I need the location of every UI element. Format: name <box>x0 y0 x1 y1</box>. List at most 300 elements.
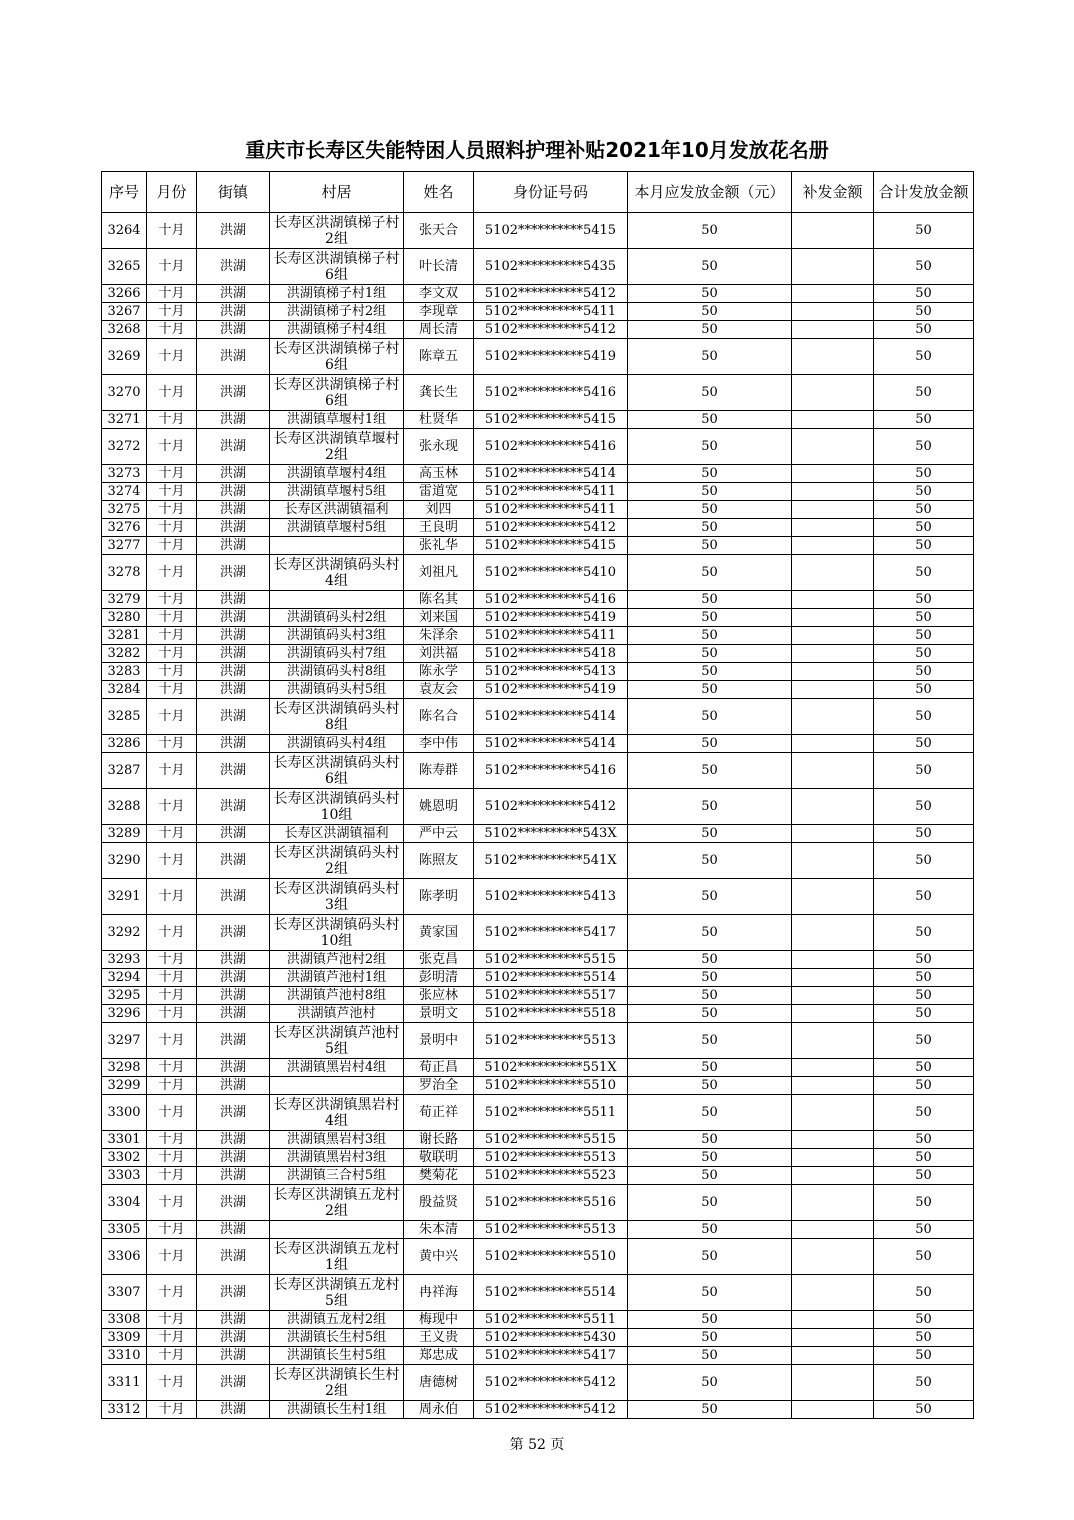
cell-amount: 50 <box>628 969 792 987</box>
village-text: 长寿区洪湖镇码头村2组 <box>273 844 400 877</box>
table-row <box>102 339 974 375</box>
table-row <box>102 1077 974 1095</box>
cell-village: 洪湖镇长生村1组 <box>270 1401 404 1419</box>
cell-supplement <box>792 285 874 303</box>
cell-total: 50 <box>874 1347 974 1365</box>
cell-no: 3272 <box>102 429 147 465</box>
cell-town: 洪湖 <box>197 285 270 303</box>
cell-month: 十月 <box>147 951 197 969</box>
cell-village: 洪湖镇梯子村4组 <box>270 321 404 339</box>
table-body <box>102 213 974 1419</box>
cell-name: 谢长路 <box>404 1131 474 1149</box>
cell-total: 50 <box>874 1329 974 1347</box>
cell-id: 5102**********5518 <box>474 1005 628 1023</box>
table-row <box>102 411 974 429</box>
cell-town: 洪湖 <box>197 915 270 951</box>
cell-no: 3283 <box>102 663 147 681</box>
cell-amount: 50 <box>628 645 792 663</box>
table-row <box>102 213 974 249</box>
cell-town: 洪湖 <box>197 1347 270 1365</box>
table-row <box>102 501 974 519</box>
cell-town: 洪湖 <box>197 753 270 789</box>
cell-no: 3297 <box>102 1023 147 1059</box>
cell-name: 张礼华 <box>404 537 474 555</box>
cell-supplement <box>792 789 874 825</box>
table-row <box>102 1239 974 1275</box>
cell-month: 十月 <box>147 915 197 951</box>
cell-total: 50 <box>874 321 974 339</box>
cell-amount: 50 <box>628 1401 792 1419</box>
cell-total: 50 <box>874 735 974 753</box>
cell-name: 张克昌 <box>404 951 474 969</box>
cell-village: 洪湖镇长生村5组 <box>270 1347 404 1365</box>
cell-id: 5102**********5517 <box>474 987 628 1005</box>
cell-month: 十月 <box>147 411 197 429</box>
cell-supplement <box>792 699 874 735</box>
table-row <box>102 681 974 699</box>
cell-no: 3282 <box>102 645 147 663</box>
cell-id: 5102**********5515 <box>474 951 628 969</box>
cell-total: 50 <box>874 537 974 555</box>
cell-no: 3296 <box>102 1005 147 1023</box>
cell-id: 5102**********5417 <box>474 1347 628 1365</box>
cell-id: 5102**********5411 <box>474 303 628 321</box>
cell-id: 5102**********5411 <box>474 501 628 519</box>
cell-no: 3274 <box>102 483 147 501</box>
cell-village <box>270 213 404 249</box>
cell-amount: 50 <box>628 1221 792 1239</box>
table-row <box>102 753 974 789</box>
cell-village: 洪湖镇芦池村2组 <box>270 951 404 969</box>
cell-id: 5102**********5418 <box>474 645 628 663</box>
page-number: 第 52 页 <box>509 1437 565 1453</box>
cell-total: 50 <box>874 789 974 825</box>
cell-town: 洪湖 <box>197 339 270 375</box>
cell-name: 王良明 <box>404 519 474 537</box>
cell-month: 十月 <box>147 645 197 663</box>
table-row <box>102 429 974 465</box>
cell-no: 3300 <box>102 1095 147 1131</box>
cell-total: 50 <box>874 519 974 537</box>
table-row <box>102 627 974 645</box>
cell-town: 洪湖 <box>197 375 270 411</box>
village-text: 长寿区洪湖镇码头村8组 <box>273 700 400 733</box>
table-row <box>102 951 974 969</box>
table-row <box>102 663 974 681</box>
cell-total: 50 <box>874 879 974 915</box>
cell-supplement <box>792 249 874 285</box>
cell-month: 十月 <box>147 1023 197 1059</box>
cell-amount: 50 <box>628 537 792 555</box>
table-row <box>102 1167 974 1185</box>
cell-name: 王义贵 <box>404 1329 474 1347</box>
cell-month: 十月 <box>147 663 197 681</box>
cell-id: 5102**********5511 <box>474 1095 628 1131</box>
cell-village <box>270 699 404 735</box>
cell-name: 陈名合 <box>404 699 474 735</box>
cell-name: 陈永学 <box>404 663 474 681</box>
cell-id: 5102**********5514 <box>474 969 628 987</box>
cell-supplement <box>792 735 874 753</box>
cell-name: 殷益贤 <box>404 1185 474 1221</box>
cell-id: 5102**********5510 <box>474 1077 628 1095</box>
table-row <box>102 1275 974 1311</box>
cell-name: 罗治全 <box>404 1077 474 1095</box>
cell-name: 彭明清 <box>404 969 474 987</box>
cell-town: 洪湖 <box>197 735 270 753</box>
village-text: 长寿区洪湖镇梯子村6组 <box>273 376 400 409</box>
cell-name: 李文双 <box>404 285 474 303</box>
cell-id: 5102**********5411 <box>474 483 628 501</box>
cell-name: 张天合 <box>404 213 474 249</box>
cell-no: 3279 <box>102 591 147 609</box>
cell-total: 50 <box>874 411 974 429</box>
cell-total: 50 <box>874 465 974 483</box>
cell-village <box>270 555 404 591</box>
cell-amount: 50 <box>628 681 792 699</box>
cell-village <box>270 1365 404 1401</box>
cell-month: 十月 <box>147 627 197 645</box>
cell-town: 洪湖 <box>197 213 270 249</box>
table-row <box>102 555 974 591</box>
cell-amount: 50 <box>628 501 792 519</box>
cell-month: 十月 <box>147 753 197 789</box>
cell-village: 洪湖镇草堰村5组 <box>270 519 404 537</box>
cell-no: 3269 <box>102 339 147 375</box>
cell-no: 3307 <box>102 1275 147 1311</box>
table-row <box>102 519 974 537</box>
cell-name: 袁友会 <box>404 681 474 699</box>
village-text: 长寿区洪湖镇码头村6组 <box>273 754 400 787</box>
cell-name: 张永现 <box>404 429 474 465</box>
cell-name: 荀正祥 <box>404 1095 474 1131</box>
cell-no: 3267 <box>102 303 147 321</box>
cell-amount: 50 <box>628 1005 792 1023</box>
table-header-row <box>102 172 974 213</box>
cell-id: 5102**********5515 <box>474 1131 628 1149</box>
cell-supplement <box>792 843 874 879</box>
cell-no: 3285 <box>102 699 147 735</box>
cell-no: 3303 <box>102 1167 147 1185</box>
cell-month: 十月 <box>147 987 197 1005</box>
village-text: 长寿区洪湖镇码头村10组 <box>273 790 400 823</box>
cell-village <box>270 1095 404 1131</box>
cell-amount: 50 <box>628 1329 792 1347</box>
cell-town: 洪湖 <box>197 1095 270 1131</box>
cell-town: 洪湖 <box>197 699 270 735</box>
table-row <box>102 915 974 951</box>
cell-town: 洪湖 <box>197 1365 270 1401</box>
cell-id: 5102**********5419 <box>474 339 628 375</box>
cell-town: 洪湖 <box>197 1239 270 1275</box>
cell-name: 姚恩明 <box>404 789 474 825</box>
cell-supplement <box>792 1221 874 1239</box>
cell-amount: 50 <box>628 1365 792 1401</box>
header-month: 月份 <box>147 172 197 213</box>
cell-id: 5102**********5510 <box>474 1239 628 1275</box>
cell-town: 洪湖 <box>197 681 270 699</box>
cell-total: 50 <box>874 1023 974 1059</box>
cell-id: 5102**********5516 <box>474 1185 628 1221</box>
table-row <box>102 735 974 753</box>
cell-name: 周长清 <box>404 321 474 339</box>
header-village: 村居 <box>270 172 404 213</box>
village-text: 长寿区洪湖镇梯子村6组 <box>273 340 400 373</box>
cell-town: 洪湖 <box>197 1275 270 1311</box>
cell-total: 50 <box>874 753 974 789</box>
cell-village: 洪湖镇草堰村5组 <box>270 483 404 501</box>
cell-name: 张应林 <box>404 987 474 1005</box>
cell-name: 刘四 <box>404 501 474 519</box>
cell-supplement <box>792 339 874 375</box>
cell-village: 洪湖镇梯子村2组 <box>270 303 404 321</box>
cell-name: 朱泽余 <box>404 627 474 645</box>
cell-town: 洪湖 <box>197 843 270 879</box>
cell-town: 洪湖 <box>197 1059 270 1077</box>
cell-month: 十月 <box>147 681 197 699</box>
cell-town: 洪湖 <box>197 969 270 987</box>
cell-village <box>270 537 404 555</box>
cell-amount: 50 <box>628 339 792 375</box>
cell-id: 5102**********5514 <box>474 1275 628 1311</box>
table-row <box>102 1131 974 1149</box>
cell-month: 十月 <box>147 699 197 735</box>
cell-amount: 50 <box>628 1275 792 1311</box>
cell-total: 50 <box>874 645 974 663</box>
cell-no: 3292 <box>102 915 147 951</box>
document-title: 重庆市长寿区失能特困人员照料护理补贴2021年10月发放花名册 <box>245 138 829 162</box>
cell-supplement <box>792 1131 874 1149</box>
cell-village <box>270 753 404 789</box>
cell-month: 十月 <box>147 1095 197 1131</box>
cell-amount: 50 <box>628 1059 792 1077</box>
cell-town: 洪湖 <box>197 483 270 501</box>
cell-supplement <box>792 321 874 339</box>
cell-month: 十月 <box>147 591 197 609</box>
cell-month: 十月 <box>147 1221 197 1239</box>
cell-total: 50 <box>874 1365 974 1401</box>
cell-village <box>270 429 404 465</box>
table-row <box>102 1329 974 1347</box>
cell-town: 洪湖 <box>197 303 270 321</box>
cell-id: 5102**********5419 <box>474 681 628 699</box>
table-row <box>102 1347 974 1365</box>
cell-total: 50 <box>874 213 974 249</box>
table-row <box>102 483 974 501</box>
table-row <box>102 699 974 735</box>
cell-no: 3284 <box>102 681 147 699</box>
table-row <box>102 1095 974 1131</box>
cell-supplement <box>792 1149 874 1167</box>
cell-amount: 50 <box>628 213 792 249</box>
cell-id: 5102**********5411 <box>474 627 628 645</box>
table-row <box>102 249 974 285</box>
cell-town: 洪湖 <box>197 555 270 591</box>
cell-total: 50 <box>874 1059 974 1077</box>
table-row <box>102 1221 974 1239</box>
cell-supplement <box>792 483 874 501</box>
cell-supplement <box>792 1239 874 1275</box>
cell-month: 十月 <box>147 1401 197 1419</box>
cell-village <box>270 1275 404 1311</box>
header-town: 街镇 <box>197 172 270 213</box>
cell-supplement <box>792 645 874 663</box>
cell-amount: 50 <box>628 249 792 285</box>
cell-no: 3309 <box>102 1329 147 1347</box>
cell-no: 3310 <box>102 1347 147 1365</box>
cell-month: 十月 <box>147 537 197 555</box>
cell-supplement <box>792 303 874 321</box>
cell-id: 5102**********5513 <box>474 1221 628 1239</box>
table-row <box>102 321 974 339</box>
cell-id: 5102**********5513 <box>474 1023 628 1059</box>
cell-village <box>270 843 404 879</box>
cell-supplement <box>792 1095 874 1131</box>
table-row <box>102 1005 974 1023</box>
cell-month: 十月 <box>147 843 197 879</box>
cell-name: 陈名其 <box>404 591 474 609</box>
cell-id: 5102**********5410 <box>474 555 628 591</box>
cell-month: 十月 <box>147 1131 197 1149</box>
cell-village <box>270 1023 404 1059</box>
cell-month: 十月 <box>147 429 197 465</box>
cell-total: 50 <box>874 555 974 591</box>
cell-id: 5102**********5415 <box>474 537 628 555</box>
cell-no: 3298 <box>102 1059 147 1077</box>
cell-amount: 50 <box>628 753 792 789</box>
cell-id: 5102**********5414 <box>474 735 628 753</box>
cell-id: 5102**********5417 <box>474 915 628 951</box>
cell-supplement <box>792 537 874 555</box>
cell-village: 长寿区洪湖镇福利 <box>270 501 404 519</box>
cell-village <box>270 789 404 825</box>
cell-supplement <box>792 591 874 609</box>
cell-total: 50 <box>874 915 974 951</box>
cell-village <box>270 1077 404 1095</box>
cell-town: 洪湖 <box>197 411 270 429</box>
cell-village: 长寿区洪湖镇福利 <box>270 825 404 843</box>
cell-id: 5102**********5416 <box>474 753 628 789</box>
cell-village: 洪湖镇草堰村4组 <box>270 465 404 483</box>
header-name: 姓名 <box>404 172 474 213</box>
cell-amount: 50 <box>628 987 792 1005</box>
cell-name: 陈章五 <box>404 339 474 375</box>
table-row <box>102 825 974 843</box>
cell-village: 洪湖镇草堰村1组 <box>270 411 404 429</box>
cell-no: 3264 <box>102 213 147 249</box>
cell-village: 洪湖镇梯子村1组 <box>270 285 404 303</box>
cell-supplement <box>792 375 874 411</box>
cell-name: 景明文 <box>404 1005 474 1023</box>
table-row <box>102 1365 974 1401</box>
cell-amount: 50 <box>628 1077 792 1095</box>
cell-total: 50 <box>874 1275 974 1311</box>
cell-total: 50 <box>874 1401 974 1419</box>
cell-month: 十月 <box>147 879 197 915</box>
cell-name: 高玉林 <box>404 465 474 483</box>
cell-month: 十月 <box>147 483 197 501</box>
cell-supplement <box>792 1401 874 1419</box>
cell-village: 洪湖镇码头村5组 <box>270 681 404 699</box>
cell-name: 陈照友 <box>404 843 474 879</box>
cell-id: 5102**********5412 <box>474 1365 628 1401</box>
cell-amount: 50 <box>628 699 792 735</box>
cell-id: 5102**********5412 <box>474 519 628 537</box>
cell-no: 3304 <box>102 1185 147 1221</box>
cell-total: 50 <box>874 483 974 501</box>
cell-no: 3312 <box>102 1401 147 1419</box>
cell-total: 50 <box>874 1149 974 1167</box>
cell-name: 李现章 <box>404 303 474 321</box>
cell-total: 50 <box>874 285 974 303</box>
cell-name: 刘祖凡 <box>404 555 474 591</box>
cell-no: 3275 <box>102 501 147 519</box>
header-supplement: 补发金额 <box>792 172 874 213</box>
cell-name: 樊菊花 <box>404 1167 474 1185</box>
cell-town: 洪湖 <box>197 1221 270 1239</box>
cell-month: 十月 <box>147 735 197 753</box>
cell-supplement <box>792 915 874 951</box>
table-row <box>102 537 974 555</box>
cell-name: 黄中兴 <box>404 1239 474 1275</box>
cell-supplement <box>792 1275 874 1311</box>
cell-total: 50 <box>874 609 974 627</box>
village-text: 长寿区洪湖镇五龙村5组 <box>273 1276 400 1309</box>
cell-name: 黄家国 <box>404 915 474 951</box>
cell-supplement <box>792 411 874 429</box>
cell-supplement <box>792 1005 874 1023</box>
village-text: 长寿区洪湖镇码头村10组 <box>273 916 400 949</box>
cell-amount: 50 <box>628 1311 792 1329</box>
cell-id: 5102**********543X <box>474 825 628 843</box>
cell-total: 50 <box>874 303 974 321</box>
cell-town: 洪湖 <box>197 1131 270 1149</box>
cell-supplement <box>792 555 874 591</box>
cell-total: 50 <box>874 681 974 699</box>
table-row <box>102 969 974 987</box>
header-total: 合计发放金额 <box>874 172 974 213</box>
village-text: 长寿区洪湖镇码头村4组 <box>273 556 400 589</box>
cell-name: 周永伯 <box>404 1401 474 1419</box>
cell-village: 洪湖镇芦池村8组 <box>270 987 404 1005</box>
cell-id: 5102**********5513 <box>474 1149 628 1167</box>
cell-amount: 50 <box>628 1239 792 1275</box>
cell-supplement <box>792 951 874 969</box>
village-text: 长寿区洪湖镇码头村3组 <box>273 880 400 913</box>
cell-amount: 50 <box>628 1131 792 1149</box>
cell-supplement <box>792 501 874 519</box>
cell-supplement <box>792 1023 874 1059</box>
cell-amount: 50 <box>628 375 792 411</box>
cell-town: 洪湖 <box>197 321 270 339</box>
table-row <box>102 1185 974 1221</box>
cell-month: 十月 <box>147 519 197 537</box>
cell-month: 十月 <box>147 1347 197 1365</box>
cell-id: 5102**********5416 <box>474 429 628 465</box>
cell-total: 50 <box>874 339 974 375</box>
cell-total: 50 <box>874 987 974 1005</box>
cell-month: 十月 <box>147 321 197 339</box>
table-row <box>102 843 974 879</box>
cell-amount: 50 <box>628 1023 792 1059</box>
cell-name: 陈寿群 <box>404 753 474 789</box>
cell-village <box>270 339 404 375</box>
cell-amount: 50 <box>628 1095 792 1131</box>
cell-amount: 50 <box>628 321 792 339</box>
cell-month: 十月 <box>147 969 197 987</box>
table-row <box>102 1059 974 1077</box>
cell-id: 5102**********5419 <box>474 609 628 627</box>
